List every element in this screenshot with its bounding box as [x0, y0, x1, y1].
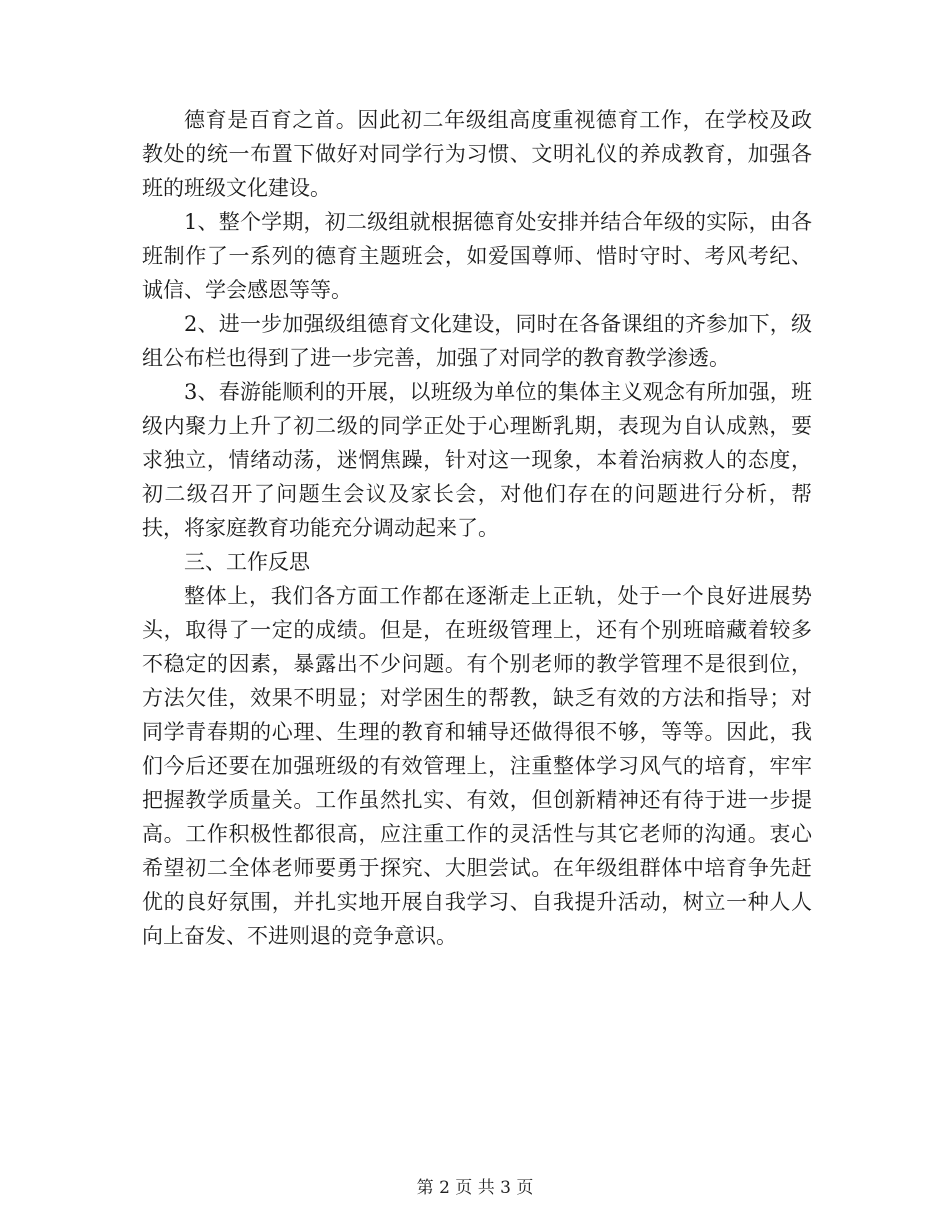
document-body [142, 103, 812, 953]
paragraph-item-3: 3、春游能顺利的开展，以班级为单位的集体主义观念有所加强，班级内聚力上升了初二级的同学正处于心理断乳期，表现为自认成熟，要求独立，情绪动荡，迷惘焦躁，针对这一现象，本着治病救人的态度，初二级召开了问题生会议及家长会，对他们存在的问题进行分析，帮扶，将家庭教育功能充分调动起来了。 [142, 380, 812, 540]
paragraph-item-1: 1、整个学期，初二级组就根据德育处安排并结合年级的实际，由各班制作了一系列的德育主题班会，如爱国尊师、惜时守时、考风考纪、诚信、学会感恩等等。 [142, 210, 812, 302]
paragraph-item-2: 2、进一步加强级组德育文化建设，同时在各备课组的齐参加下，级组公布栏也得到了进一步完善，加强了对同学的教育教学渗透。 [142, 312, 812, 370]
section-heading-work-reflection: 三、工作反思 [184, 550, 310, 574]
paragraph-reflection: 整体上，我们各方面工作都在逐渐走上正轨，处于一个良好进展势头，取得了一定的成绩。但是，在班级管理上，还有个别班暗藏着较多不稳定的因素，暴露出不少问题。有个别老师的教学管理不是很到位，方法欠佳，效果不明显；对学困生的帮教，缺乏有效的方法和指导；对同学青春期的心理、生理的教育和辅导还做得很不够，等等。因此，我们今后还要在加强班级的有效管理上，注重整体学习风气的培育，牢牢把握教学质量关。工作虽然扎实、有效，但创新精神还有待于进一步提高。工作积极性都很高，应注重工作的灵活性与其它老师的沟通。衷心希望初二全体老师要勇于探究、大胆尝试。在年级组群体中培育争先赶优的良好氛围，并扎实地开展自我学习、自我提升活动，树立一种人人向上奋发、不进则退的竞争意识。 [142, 584, 812, 948]
page-number-footer: 第 2 页 共 3 页 [416, 1178, 534, 1198]
paragraph-moral-education-intro: 德育是百育之首。因此初二年级组高度重视德育工作，在学校及政教处的统一布置下做好对同学行为习惯、文明礼仪的养成教育，加强各班的班级文化建设。 [142, 108, 812, 200]
